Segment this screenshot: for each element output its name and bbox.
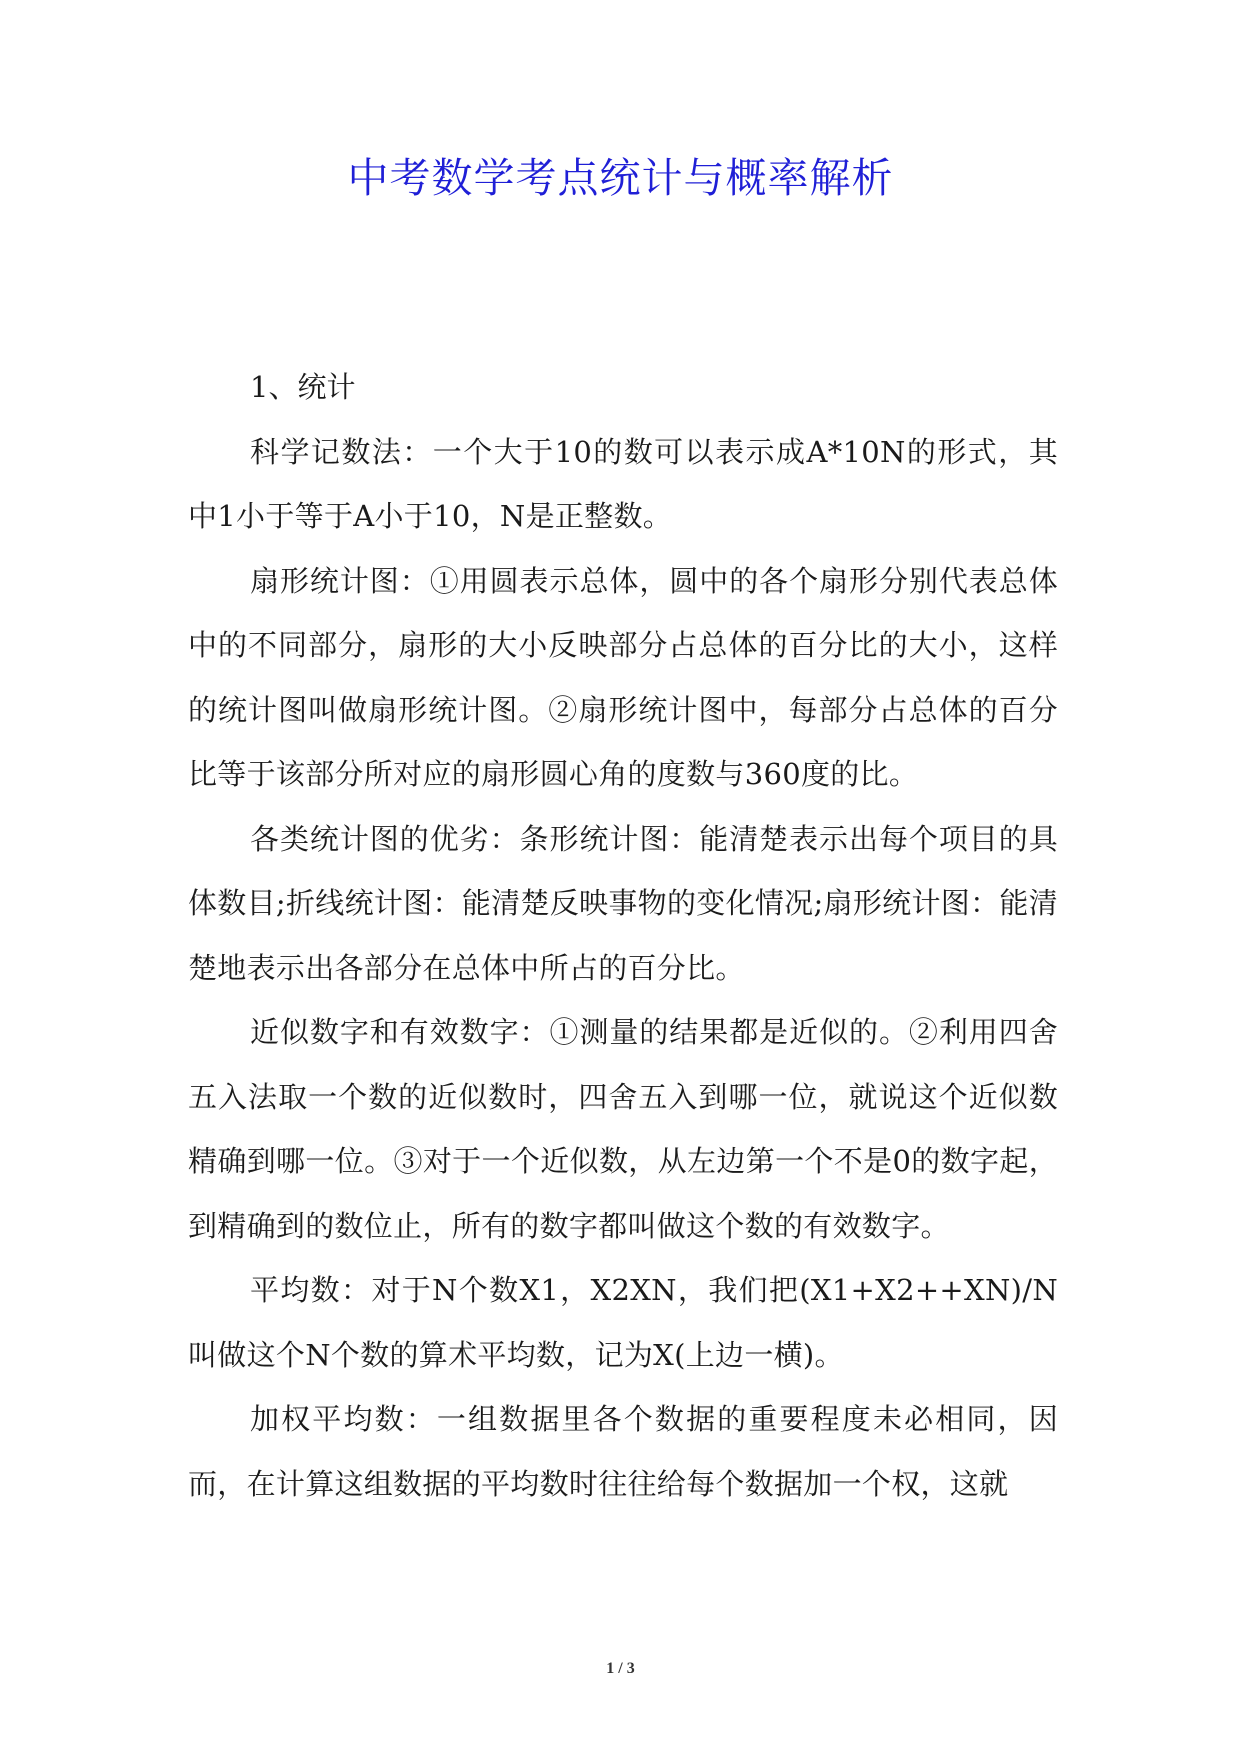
paragraph-pie-chart: 扇形统计图：①用圆表示总体，圆中的各个扇形分别代表总体中的不同部分，扇形的大小反映部分占总体的百分比的大小，这样的统计图叫做扇形统计图。②扇形统计图中，每部分占总体的百分比等于该部分所对应的扇形圆心角的度数与360度的比。 xyxy=(188,563,1058,791)
document-body xyxy=(188,355,1058,1516)
paragraph-weighted-mean: 加权平均数：一组数据里各个数据的重要程度未必相同，因而，在计算这组数据的平均数时往往给每个数据加一个权，这就 xyxy=(188,1402,1058,1501)
paragraph-chart-comparison: 各类统计图的优劣：条形统计图：能清楚表示出每个项目的具体数目;折线统计图：能清楚反映事物的变化情况;扇形统计图：能清楚地表示出各部分在总体中所占的百分比。 xyxy=(188,821,1058,985)
section-heading: 1、统计 xyxy=(250,370,356,404)
page-number: 1 / 3 xyxy=(606,1660,635,1677)
document-title: 中考数学考点统计与概率解析 xyxy=(347,154,894,202)
paragraph-approximate-numbers: 近似数字和有效数字：①测量的结果都是近似的。②利用四舍五入法取一个数的近似数时，四舍五入到哪一位，就说这个近似数精确到哪一位。③对于一个近似数，从左边第一个不是0的数字起，到精确到的数位止，所有的数字都叫做这个数的有效数字。 xyxy=(188,1015,1058,1243)
paragraph-scientific-notation: 科学记数法：一个大于10的数可以表示成A*10N的形式，其中1小于等于A小于10，N是正整数。 xyxy=(188,434,1058,533)
paragraph-mean: 平均数：对于N个数X1，X2XN，我们把(X1+X2++XN)/N叫做这个N个数的算术平均数，记为X(上边一横)。 xyxy=(188,1273,1058,1372)
